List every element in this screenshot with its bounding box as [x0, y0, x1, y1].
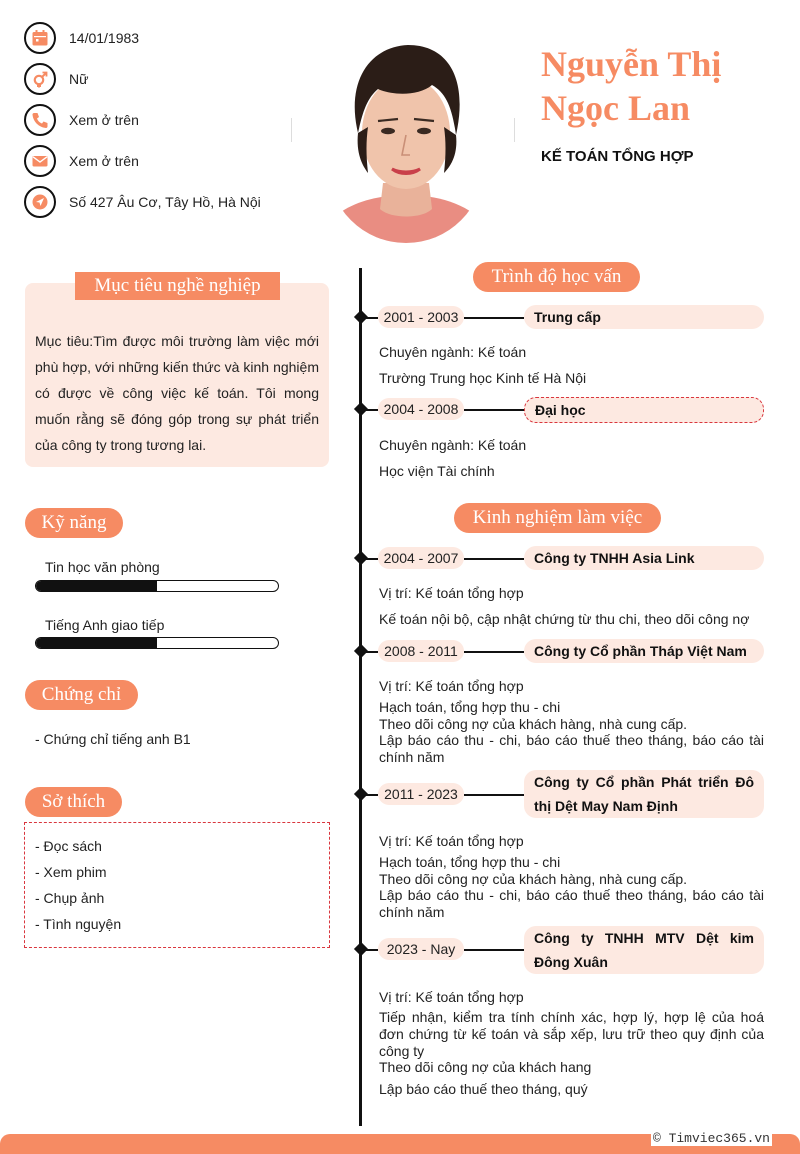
edu-major-1: Chuyên ngành: Kế toán — [379, 344, 527, 360]
skill-label-2: Tiếng Anh giao tiếp — [45, 617, 165, 633]
exp-date-4: 2023 - Nay — [378, 938, 464, 960]
exp-company-4: Công ty TNHH MTV Dệt kim Đông Xuân — [524, 926, 764, 974]
job-title: KẾ TOÁN TỔNG HỢP — [541, 148, 694, 165]
hobbies-heading: Sở thích — [25, 787, 122, 817]
edu-level-1: Trung cấp — [524, 305, 764, 329]
footer-copyright: © Timviec365.vn — [652, 1131, 770, 1146]
hobby-item: - Tình nguyện — [35, 916, 122, 932]
hobby-item: - Đọc sách — [35, 838, 102, 854]
contact-gender — [24, 63, 88, 95]
hobby-item: - Xem phim — [35, 864, 107, 880]
edu-date-2: 2004 - 2008 — [378, 398, 464, 420]
timeline-connector — [362, 558, 378, 560]
skill-bar-fill-1 — [36, 581, 157, 591]
education-heading: Trình độ học vấn — [473, 262, 640, 292]
edu-level-2: Đại học — [524, 397, 764, 423]
timeline-connector — [464, 949, 524, 951]
timeline-connector — [464, 651, 524, 653]
goal-text: Mục tiêu:Tìm được môi trường làm việc mới phù hợp, với những kiến thức và kinh nghiệm có được về công việc kế toán. Tôi mong muốn rằng sẽ đóng góp trong sự phát triển của công ty trong tương lai. — [35, 333, 319, 453]
calendar-icon — [24, 22, 56, 54]
exp-position-3: Vị trí: Kế toán tổng hợp — [379, 833, 524, 849]
edu-date-1: 2001 - 2003 — [378, 306, 464, 328]
exp-position-2: Vị trí: Kế toán tổng hợp — [379, 678, 524, 694]
contact-email — [24, 145, 139, 177]
timeline-line — [359, 268, 362, 1126]
exp-date-2: 2008 - 2011 — [378, 640, 464, 662]
hobby-item: - Chụp ảnh — [35, 890, 105, 906]
exp-line: Tiếp nhận, kiểm tra tính chính xác, hợp lý, hợp lệ của hoá đơn chứng từ kế toán và sắp xếp, lưu trữ theo quy định của công ty — [379, 1009, 764, 1059]
exp-line: Theo dõi công nợ của khách hàng, nhà cung cấp. — [379, 716, 688, 732]
exp-line: Hạch toán, tổng hợp thu - chi — [379, 699, 561, 715]
address-text: Số 427 Âu Cơ, Tây Hồ, Hà Nội — [69, 194, 261, 210]
exp-position-1: Vị trí: Kế toán tổng hợp — [379, 585, 524, 601]
certificates-heading: Chứng chỉ — [25, 680, 138, 710]
candidate-name — [541, 42, 781, 130]
exp-line: Hạch toán, tổng hợp thu - chi — [379, 854, 561, 870]
exp-line: Lập báo cáo thuế theo tháng, quý — [379, 1081, 588, 1097]
profile-photo — [328, 23, 484, 243]
location-icon — [24, 186, 56, 218]
skill-bar-2 — [35, 637, 279, 649]
exp-date-3: 2011 - 2023 — [378, 783, 464, 805]
timeline-connector — [362, 949, 378, 951]
photo-divider-right — [514, 118, 515, 142]
exp-company-2: Công ty Cổ phần Tháp Việt Nam — [524, 639, 764, 663]
timeline-connector — [362, 317, 378, 319]
timeline-connector — [362, 651, 378, 653]
exp-company-1: Công ty TNHH Asia Link — [524, 546, 764, 570]
mail-icon — [24, 145, 56, 177]
experience-heading: Kinh nghiệm làm việc — [454, 503, 661, 533]
photo-divider-left — [291, 118, 292, 142]
contact-address — [24, 186, 261, 218]
timeline-connector — [362, 794, 378, 796]
phone-text: Xem ở trên — [69, 112, 139, 128]
skills-heading: Kỹ năng — [25, 508, 123, 538]
skill-bar-1 — [35, 580, 279, 592]
birthday-text: 14/01/1983 — [69, 30, 140, 46]
certificate-item: - Chứng chỉ tiếng anh B1 — [35, 731, 191, 747]
edu-school-2: Học viện Tài chính — [379, 463, 495, 479]
gender-text: Nữ — [69, 71, 89, 87]
email-text: Xem ở trên — [69, 153, 139, 169]
contact-phone — [24, 104, 139, 136]
goal-heading: Mục tiêu nghề nghiệp — [75, 272, 280, 300]
exp-line: Lập báo cáo thu - chi, báo cáo thuế theo tháng, báo cáo tài chính năm — [379, 732, 764, 765]
skill-bar-fill-2 — [36, 638, 157, 648]
exp-company-3: Công ty Cổ phần Phát triển Đô thị Dệt May Nam Định — [524, 770, 764, 818]
timeline-connector — [362, 409, 378, 411]
exp-date-1: 2004 - 2007 — [378, 547, 464, 569]
name-line-1: Nguyễn Thị — [541, 44, 722, 84]
portrait-illustration — [328, 23, 484, 243]
skill-label-1: Tin học văn phòng — [45, 559, 160, 575]
exp-line: Theo dõi công nợ của khách hàng, nhà cung cấp. — [379, 871, 688, 887]
exp-line: Theo dõi công nợ của khách hang — [379, 1059, 592, 1075]
timeline-connector — [464, 409, 524, 411]
timeline-connector — [464, 558, 524, 560]
phone-icon — [24, 104, 56, 136]
exp-line: Kế toán nội bộ, cập nhật chứng từ thu chi, theo dõi công nợ — [379, 611, 750, 627]
name-line-2: Ngọc Lan — [541, 88, 691, 128]
timeline-connector — [464, 317, 524, 319]
edu-school-1: Trường Trung học Kinh tế Hà Nội — [379, 370, 587, 386]
exp-line: Lập báo cáo thu - chi, báo cáo thuế theo tháng, báo cáo tài chính năm — [379, 887, 764, 920]
edu-major-2: Chuyên ngành: Kế toán — [379, 437, 527, 453]
gender-icon — [24, 63, 56, 95]
timeline-connector — [464, 794, 524, 796]
contact-birthday — [24, 22, 139, 54]
exp-position-4: Vị trí: Kế toán tổng hợp — [379, 989, 524, 1005]
